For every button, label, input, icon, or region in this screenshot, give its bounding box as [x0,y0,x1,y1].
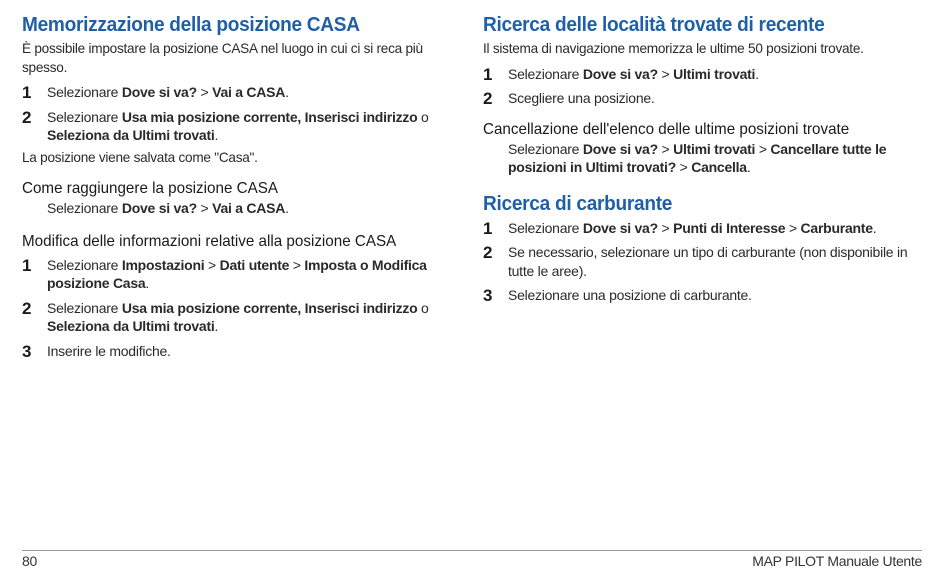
punctuation: . [285,84,289,100]
menu-path: Vai a CASA [212,84,286,100]
step-text: Selezionare [508,65,583,82]
section-memorize-home [22,12,454,167]
instruction-text [22,199,454,218]
menu-path: Dove si va? [582,219,658,236]
punctuation: . [872,219,877,236]
path-separator: > [676,159,692,175]
step-number: 2 [483,89,493,108]
menu-path: Usa mia posizione corrente, Inserisci indirizzo [121,299,418,316]
section-go-home [22,179,454,218]
step-text: Selezionare [47,299,122,316]
path-separator: > [204,256,220,273]
menu-path: Ultimi trovati [673,140,756,157]
manual-title: MAP PILOT Manuale Utente [752,553,922,569]
step-text: o [417,108,429,125]
section-find-fuel [483,191,923,305]
menu-path: Ultimi trovati [673,65,756,82]
punctuation: . [746,159,751,175]
section-intro: È possibile impostare la posizione CASA nel luogo in cui ci si reca più spesso. [22,41,423,75]
punctuation: . [755,65,759,82]
step-text: Selezionare [47,200,122,216]
menu-path: Carburante [800,219,873,236]
path-separator: > [657,65,674,82]
step-text: Selezionare [47,256,122,273]
section-title: Ricerca delle località trovate di recente [483,13,825,36]
step-item [483,219,923,238]
menu-path: Dove si va? [121,200,197,216]
section-clear-recent [483,120,923,177]
section-edit-home [22,232,454,361]
menu-path: Seleziona da Ultimi trovati [47,127,215,143]
menu-path: Vai a CASA [212,200,286,216]
step-item [483,243,923,280]
page-number: 80 [22,553,37,569]
step-text: Inserire le modifiche. [47,342,171,359]
step-text: Selezionare una posizione di carburante. [508,287,752,303]
path-separator: > [196,84,213,100]
step-number: 1 [483,218,493,238]
step-number: 1 [22,255,32,275]
step-item [22,256,454,293]
step-number: 1 [483,64,493,84]
step-text: Scegliere una posizione. [508,90,655,106]
menu-path: Cancellare tutte le posizioni in Ultimi trovati? [508,140,887,175]
menu-path: Punti di Interesse [673,219,786,236]
step-text: Se necessario, selezionare un tipo di carburante (non disponibile in tutte le aree). [508,244,908,279]
step-number: 3 [483,286,493,305]
section-title: Memorizzazione della posizione CASA [22,13,360,36]
punctuation: . [214,127,219,143]
step-text: Selezionare [508,140,583,157]
subsection-title: Modifica delle informazioni relative alla posizione CASA [22,232,397,250]
path-separator: > [657,219,674,236]
path-separator: > [657,140,674,157]
menu-path: Dove si va? [582,140,658,157]
menu-path: Dati utente [219,256,290,273]
step-text: Selezionare [47,108,122,125]
step-text: Selezionare [47,84,122,100]
path-separator: > [785,219,801,236]
step-text: o [417,299,429,316]
path-separator: > [289,256,305,273]
step-text: Selezionare [508,219,583,236]
section-title: Ricerca di carburante [483,191,673,215]
instruction-text [483,140,923,177]
step-number: 2 [22,107,32,127]
menu-path: Usa mia posizione corrente, Inserisci indirizzo [121,108,418,125]
menu-path: Imposta o Modifica posizione Casa [47,256,427,291]
subsection-title: Cancellazione dell'elenco delle ultime posizioni trovate [483,120,850,138]
menu-path: Impostazioni [121,256,205,273]
path-separator: > [196,200,213,216]
left-column [22,12,454,360]
section-intro: Il sistema di navigazione memorizza le ultime 50 posizioni trovate. [483,41,864,56]
path-separator: > [755,140,771,157]
step-item [22,299,454,336]
section-recent-finds [483,12,923,108]
step-item [483,65,923,84]
punctuation: . [214,318,219,334]
step-number: 1 [22,83,32,102]
step-item [483,89,923,108]
step-item [22,342,454,361]
step-item [22,108,454,145]
step-item [22,83,454,102]
punctuation: . [285,200,289,216]
step-number: 2 [22,298,32,318]
subsection-title: Come raggiungere la posizione CASA [22,180,279,197]
result-note: La posizione viene salvata come "Casa". [22,149,258,165]
step-number: 2 [483,243,493,262]
right-column [483,12,923,305]
menu-path: Seleziona da Ultimi trovati [47,318,215,334]
footer-divider [22,550,922,551]
step-number: 3 [22,341,32,361]
menu-path: Dove si va? [121,84,197,100]
punctuation: . [145,275,150,291]
menu-path: Dove si va? [582,65,658,82]
menu-path: Cancella [691,159,747,175]
step-item [483,286,923,305]
